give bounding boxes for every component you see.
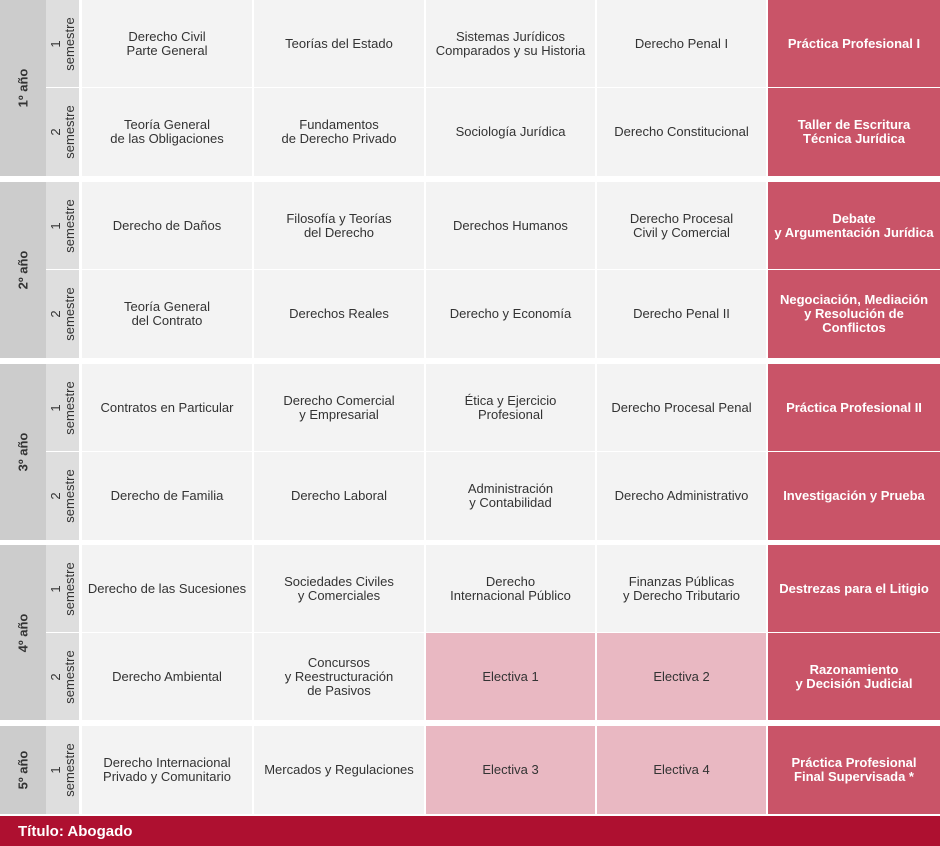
semester-label	[46, 452, 79, 540]
course-cell: Derecho Comercial y Empresarial	[254, 364, 424, 451]
semester-label	[46, 270, 79, 358]
semester-word: semestre	[61, 561, 77, 616]
semester-number: 2	[47, 128, 63, 136]
practice-course-cell: Práctica Profesional I	[768, 0, 940, 87]
semester-label	[46, 364, 79, 451]
course-cell: Derechos Humanos	[426, 182, 595, 269]
semester-number: 1	[47, 766, 63, 774]
course-cell: Concursos y Reestructuración de Pasivos	[254, 633, 424, 720]
course-cell: Teoría General del Contrato	[82, 270, 252, 358]
course-cell: Derecho de las Sucesiones	[82, 545, 252, 632]
course-cell: Derecho Civil Parte General	[82, 0, 252, 87]
course-cell: Derecho y Economía	[426, 270, 595, 358]
practice-course-cell: Negociación, Mediación y Resolución de Conflictos	[768, 270, 940, 358]
semester-word: semestre	[61, 16, 77, 71]
course-cell: Finanzas Públicas y Derecho Tributario	[597, 545, 766, 632]
practice-course-cell: Práctica Profesional II	[768, 364, 940, 451]
elective-course-cell: Electiva 3	[426, 726, 595, 814]
semester-number: 2	[47, 672, 63, 681]
year-label	[0, 364, 46, 540]
semester-label	[46, 633, 79, 720]
semester-number: 2	[47, 492, 63, 500]
degree-title: Título: Abogado	[18, 822, 133, 840]
course-cell: Derecho Laboral	[254, 452, 424, 540]
degree-title-bar	[0, 816, 940, 846]
course-cell: Derecho Penal II	[597, 270, 766, 358]
year-block	[0, 182, 940, 358]
semester-word: semestre	[61, 469, 77, 523]
elective-course-cell: Electiva 2	[597, 633, 766, 720]
semester-number: 1	[47, 584, 63, 593]
course-cell: Sociedades Civiles y Comerciales	[254, 545, 424, 632]
practice-course-cell: Investigación y Prueba	[768, 452, 940, 540]
course-cell: Derecho Internacional Privado y Comunitario	[82, 726, 252, 814]
year-label	[0, 182, 46, 358]
course-cell: Derecho Penal I	[597, 0, 766, 87]
practice-course-cell: Práctica Profesional Final Supervisada *	[768, 726, 940, 814]
course-cell: Derecho Procesal Penal	[597, 364, 766, 451]
semester-label	[46, 726, 79, 814]
semester-label	[46, 545, 79, 632]
course-cell: Sistemas Jurídicos Comparados y su Historia	[426, 0, 595, 87]
semester-word: semestre	[61, 198, 77, 253]
course-cell: Derecho Constitucional	[597, 88, 766, 176]
semester-label	[46, 182, 79, 269]
course-cell: Teorías del Estado	[254, 0, 424, 87]
course-cell: Derechos Reales	[254, 270, 424, 358]
course-cell: Contratos en Particular	[82, 364, 252, 451]
year-label-text: 1º año	[15, 68, 31, 108]
course-cell: Sociología Jurídica	[426, 88, 595, 176]
course-cell: Derecho Internacional Público	[426, 545, 595, 632]
year-block	[0, 0, 940, 176]
practice-course-cell: Taller de Escritura Técnica Jurídica	[768, 88, 940, 176]
course-cell: Derecho de Familia	[82, 452, 252, 540]
year-label	[0, 545, 46, 720]
semester-word: semestre	[61, 743, 77, 797]
course-cell: Mercados y Regulaciones	[254, 726, 424, 814]
semester-label	[46, 0, 79, 87]
semester-word: semestre	[61, 649, 77, 704]
practice-course-cell: Destrezas para el Litigio	[768, 545, 940, 632]
course-cell: Teoría General de las Obligaciones	[82, 88, 252, 176]
year-block	[0, 545, 940, 720]
practice-course-cell: Razonamiento y Decisión Judicial	[768, 633, 940, 720]
year-block	[0, 364, 940, 540]
year-label	[0, 0, 46, 176]
elective-course-cell: Electiva 4	[597, 726, 766, 814]
semester-label	[46, 88, 79, 176]
semester-word: semestre	[61, 287, 77, 341]
year-label-text: 4º año	[15, 613, 31, 652]
semester-number: 1	[47, 39, 63, 48]
practice-course-cell: Debate y Argumentación Jurídica	[768, 182, 940, 269]
course-cell: Fundamentos de Derecho Privado	[254, 88, 424, 176]
course-cell: Derecho de Daños	[82, 182, 252, 269]
year-label-text: 5º año	[15, 750, 31, 790]
course-cell: Derecho Administrativo	[597, 452, 766, 540]
year-label	[0, 726, 46, 814]
semester-number: 1	[47, 403, 63, 412]
course-cell: Ética y Ejercicio Profesional	[426, 364, 595, 451]
semester-number: 1	[47, 221, 63, 230]
course-cell: Derecho Procesal Civil y Comercial	[597, 182, 766, 269]
semester-number: 2	[47, 310, 63, 318]
year-label-text: 3º año	[15, 432, 31, 472]
course-cell: Derecho Ambiental	[82, 633, 252, 720]
elective-course-cell: Electiva 1	[426, 633, 595, 720]
year-label-text: 2º año	[15, 250, 31, 290]
semester-word: semestre	[61, 380, 77, 435]
course-cell: Filosofía y Teorías del Derecho	[254, 182, 424, 269]
course-cell: Administración y Contabilidad	[426, 452, 595, 540]
year-block	[0, 726, 940, 814]
semester-word: semestre	[61, 105, 77, 159]
